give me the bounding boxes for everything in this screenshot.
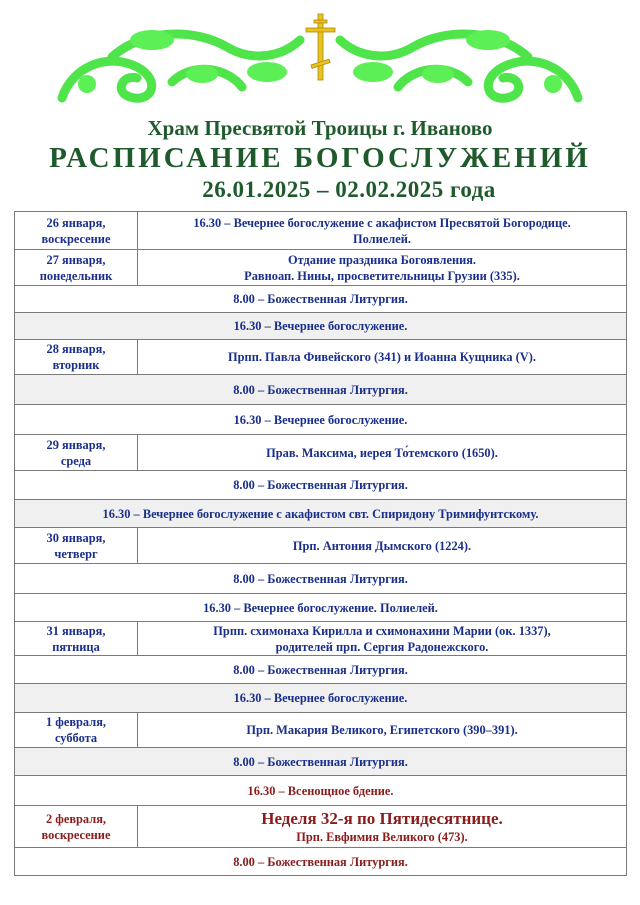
saint-cell: Отдание праздника Богоявления. Равноап. Нины, просветительницы Грузии (335). <box>138 250 627 286</box>
date-cell: 26 января, воскресение <box>15 212 138 250</box>
date-range-text: 26.01.2025 – 02.02.2025 года <box>202 177 496 202</box>
table-row <box>15 848 627 876</box>
date-cell: 30 января, четверг <box>15 528 138 564</box>
service-cell: 16.30 – Вечернее богослужение. <box>15 684 627 713</box>
service-cell: 16.30 – Вечернее богослужение с акафистом Пресвятой Богородице. Полиелей. <box>138 212 627 250</box>
service-cell: 16.30 – Вечернее богослужение. <box>15 405 627 435</box>
table-row <box>15 286 627 313</box>
saint-text: Прп. Евфимия Великого (473). <box>296 829 468 844</box>
service-cell: 8.00 – Божественная Литургия. <box>15 848 627 876</box>
table-row <box>15 622 627 656</box>
saint-cell: Прпп. схимонаха Кирилла и схимонахини Марии (ок. 1337), родителей прп. Сергия Радонежского. <box>138 622 627 656</box>
table-row <box>15 212 627 250</box>
table-row <box>15 471 627 500</box>
table-row <box>15 684 627 713</box>
table-row <box>15 528 627 564</box>
service-cell: 16.30 – Вечернее богослужение с акафистом свт. Спиридону Тримифунтскому. <box>15 500 627 528</box>
service-cell: 8.00 – Божественная Литургия. <box>15 286 627 313</box>
saint-cell: Прп. Макария Великого, Египетского (390–391). <box>138 713 627 748</box>
service-cell: 8.00 – Божественная Литургия. <box>15 748 627 776</box>
table-row <box>15 405 627 435</box>
vigil-cell: 16.30 – Всенощное бдение. <box>15 776 627 806</box>
table-row <box>15 776 627 806</box>
date-cell: 28 января, вторник <box>15 340 138 375</box>
feast-title: Неделя 32-я по Пятидесятнице. <box>261 808 503 828</box>
table-row <box>15 250 627 286</box>
cross-icon <box>306 14 335 80</box>
schedule-table <box>14 211 627 876</box>
date-cell: 29 января, среда <box>15 435 138 471</box>
service-cell: 16.30 – Вечернее богослужение. <box>15 313 627 340</box>
service-cell: 8.00 – Божественная Литургия. <box>15 564 627 594</box>
date-cell: 31 января, пятница <box>15 622 138 656</box>
temple-name: Храм Пресвятой Троицы г. Иваново <box>147 116 493 140</box>
service-cell: 8.00 – Божественная Литургия. <box>15 375 627 405</box>
feast-cell <box>138 806 627 848</box>
service-cell: 16.30 – Вечернее богослужение. Полиелей. <box>15 594 627 622</box>
date-range <box>0 177 640 203</box>
date-cell: 2 февраля, воскресение <box>15 806 138 848</box>
service-cell: 8.00 – Божественная Литургия. <box>15 471 627 500</box>
table-row <box>15 500 627 528</box>
table-row <box>15 806 627 848</box>
table-row <box>15 313 627 340</box>
date-cell: 27 января, понедельник <box>15 250 138 286</box>
table-row <box>15 656 627 684</box>
saint-cell: Прав. Максима, иерея То́темского (1650). <box>138 435 627 471</box>
table-row <box>15 748 627 776</box>
saint-cell: Прпп. Павла Фивейского (341) и Иоанна Кущника (V). <box>138 340 627 375</box>
saint-cell: Прп. Антония Дымского (1224). <box>138 528 627 564</box>
table-row <box>15 564 627 594</box>
table-row <box>15 375 627 405</box>
table-row <box>15 594 627 622</box>
table-row <box>15 713 627 748</box>
service-cell: 8.00 – Божественная Литургия. <box>15 656 627 684</box>
table-row <box>15 435 627 471</box>
date-cell: 1 февраля, суббота <box>15 713 138 748</box>
table-row <box>15 340 627 375</box>
page-title: РАСПИСАНИЕ БОГОСЛУЖЕНИЙ <box>49 142 591 174</box>
ornament-header-image <box>52 12 588 114</box>
